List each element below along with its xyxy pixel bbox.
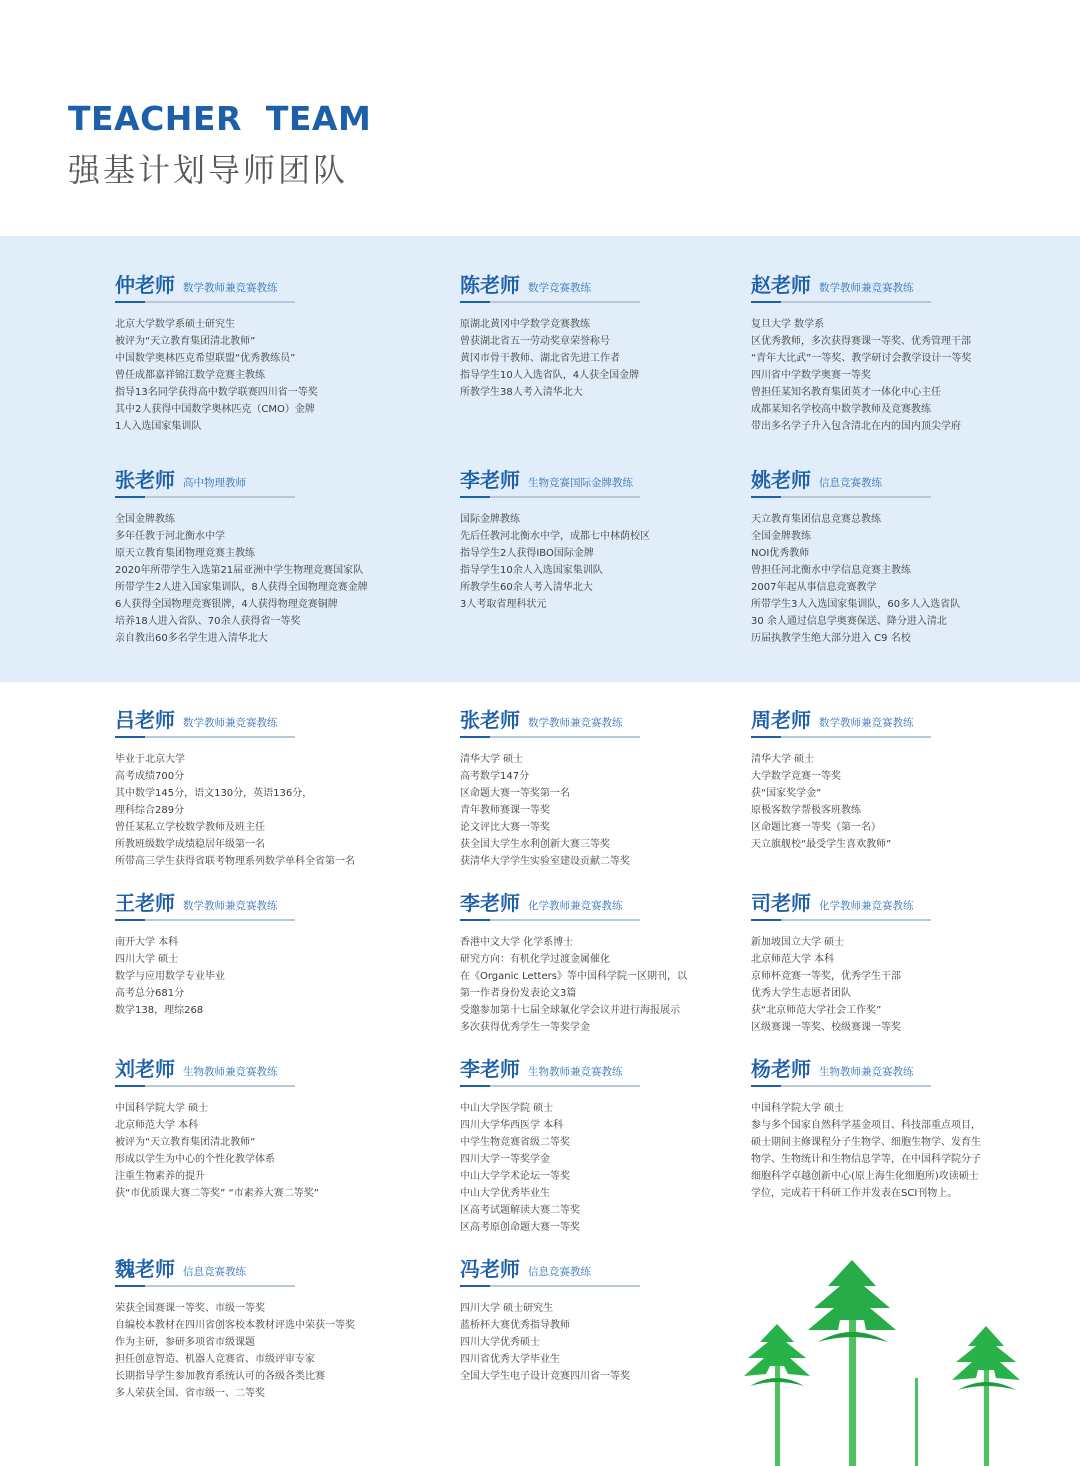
teacher-bio [115, 751, 425, 870]
teacher-bio-line: 6人获得全国物理竞赛银牌，4人获得物理竞赛铜牌 [115, 599, 338, 610]
teacher-bio-line: 区级赛课一等奖、校级赛课一等奖 [751, 1022, 901, 1033]
teacher-name: 赵老师 [751, 273, 811, 297]
title-en: TEACHER TEAM [68, 99, 372, 138]
teacher-bio-line: 1人入选国家集训队 [115, 421, 202, 432]
teacher-card [115, 463, 425, 647]
teacher-bio-line: 获全国大学生水利创新大赛三等奖 [460, 839, 610, 850]
teacher-divider [751, 1085, 931, 1087]
teacher-bio-line: 所带高三学生获得省联考物理系列数学单科全省第一名 [115, 856, 355, 867]
teacher-bio-line: 多年任教于河北衡水中学 [115, 531, 225, 542]
teacher-bio-line: 区优秀教师，多次获得赛课一等奖、优秀管理干部 [751, 336, 971, 347]
teacher-bio-line: 物学、生物统计和生物信息学等，在中国科学院分子 [751, 1154, 981, 1165]
teacher-bio-line: 复旦大学 数学系 [751, 319, 825, 330]
teacher-card [115, 1252, 425, 1402]
teacher-bio-line: 全国金牌教练 [115, 514, 175, 525]
teacher-bio [115, 316, 425, 435]
teacher-role: 数学教师兼竞赛教练 [183, 282, 278, 294]
teacher-card-header [751, 268, 1061, 298]
teacher-bio-line: 学位，完成若干科研工作并发表在SCI刊物上。 [751, 1188, 958, 1199]
teacher-bio [460, 316, 770, 401]
teacher-bio-line: 全国金牌教练 [751, 531, 811, 542]
teacher-role: 数学教师兼竞赛教练 [819, 717, 914, 729]
teacher-bio-line: 四川省优秀大学毕业生 [460, 1354, 560, 1365]
teacher-card [460, 268, 770, 401]
tree-right [952, 1326, 1020, 1466]
teacher-bio-line: 培养18人进入省队、70余人获得省一等奖 [115, 616, 301, 627]
teacher-card-header [460, 703, 770, 733]
teacher-bio-line: 中学生物竞赛省级二等奖 [460, 1137, 570, 1148]
teacher-divider [460, 301, 640, 303]
teacher-bio-line: 国际金牌教练 [460, 514, 520, 525]
teacher-divider [460, 736, 640, 738]
teacher-card-header [460, 268, 770, 298]
teacher-bio-line: 硕士期间主修课程分子生物学、细胞生物学、发育生 [751, 1137, 981, 1148]
teacher-card [751, 703, 1061, 853]
teacher-name: 张老师 [460, 708, 520, 732]
teacher-bio-line: 所教学生60余人考入清华北大 [460, 582, 593, 593]
teacher-role: 数学教师兼竞赛教练 [183, 717, 278, 729]
teacher-bio-line: 被评为“天立教育集团清北教师” [115, 336, 256, 347]
teacher-role: 化学教师兼竞赛教练 [528, 900, 623, 912]
teacher-bio-line: 指导学生2人获得IBO国际金牌 [460, 548, 594, 559]
teacher-name: 王老师 [115, 891, 175, 915]
teacher-card [115, 703, 425, 870]
teacher-bio-line: 获“市优质课大赛二等奖” “市素养大赛二等奖” [115, 1188, 319, 1199]
teacher-name: 李老师 [460, 1057, 520, 1081]
teacher-bio-line: 高考数学147分 [460, 771, 530, 782]
teacher-card-header [460, 886, 770, 916]
teacher-bio [460, 511, 770, 613]
teacher-bio-line: 曾任成都嘉祥锦江数学竞赛主教练 [115, 370, 265, 381]
teacher-bio [115, 511, 425, 647]
teacher-name: 杨老师 [751, 1057, 811, 1081]
teacher-bio [460, 1100, 770, 1236]
teacher-bio-line: 四川大学 硕士 [115, 954, 179, 965]
teacher-bio-line: 所教学生38人考入清华北大 [460, 387, 583, 398]
page-header [68, 98, 371, 192]
teacher-bio-line: 曾任某私立学校数学教师及班主任 [115, 822, 265, 833]
teacher-bio-line: 北京师范大学 本科 [115, 1120, 199, 1131]
teacher-bio-line: 青年教师赛课一等奖 [460, 805, 550, 816]
teacher-divider [460, 1085, 640, 1087]
teacher-bio-line: 第一作者身份发表论文3篇 [460, 988, 577, 999]
teacher-bio [115, 1100, 425, 1202]
teacher-bio-line: 京师杯竞赛一等奖，优秀学生干部 [751, 971, 901, 982]
tree-left [744, 1324, 810, 1466]
teacher-bio-line: 曾担任河北衡水中学信息竞赛主教练 [751, 565, 911, 576]
teacher-card-header [751, 703, 1061, 733]
teacher-bio-line: 全国大学生电子设计竞赛四川省一等奖 [460, 1371, 630, 1382]
teacher-card-header [460, 463, 770, 493]
teacher-bio-line: “青年大比武”一等奖、教学研讨会教学设计一等奖 [751, 353, 972, 364]
teacher-bio-line: 四川大学优秀硕士 [460, 1337, 540, 1348]
teacher-card [751, 886, 1061, 1036]
teacher-divider [115, 301, 295, 303]
teacher-bio-line: 区命题比赛一等奖（第一名） [751, 822, 881, 833]
teacher-bio-line: 2020年所带学生入选第21届亚洲中学生物理竞赛国家队 [115, 565, 364, 576]
teacher-card [751, 463, 1061, 647]
teacher-bio-line: 中国数学奥林匹克希望联盟“优秀教练员” [115, 353, 296, 364]
teacher-bio-line: 多次获得优秀学生一等奖学金 [460, 1022, 590, 1033]
teacher-card-header [751, 1052, 1061, 1082]
teacher-bio-line: 获“国家奖学金” [751, 788, 822, 799]
teacher-bio-line: 亲自教出60多名学生进入清华北大 [115, 633, 268, 644]
teacher-card [460, 886, 770, 1036]
teacher-bio-line: 香港中文大学 化学系博士 [460, 937, 574, 948]
teacher-bio-line: 天立教育集团信息竞赛总教练 [751, 514, 881, 525]
teacher-card [460, 463, 770, 613]
teacher-name: 刘老师 [115, 1057, 175, 1081]
teacher-role: 生物教师兼竞赛教练 [183, 1066, 278, 1078]
teacher-divider [460, 496, 640, 498]
teacher-card-header [115, 463, 425, 493]
teacher-card [460, 1052, 770, 1236]
teacher-bio-line: 带出多名学子升入包含清北在内的国内顶尖学府 [751, 421, 961, 432]
teacher-bio-line: 清华大学 硕士 [460, 754, 524, 765]
teacher-divider [115, 919, 295, 921]
teacher-bio-line: 2007年起从事信息竞赛教学 [751, 582, 877, 593]
teacher-bio-line: 参与多个国家自然科学基金项目、科技部重点项目， [751, 1120, 981, 1131]
teacher-name: 魏老师 [115, 1257, 175, 1281]
teacher-name: 仲老师 [115, 273, 175, 297]
teacher-bio [460, 751, 770, 870]
teacher-bio-line: 清华大学 硕士 [751, 754, 815, 765]
teacher-role: 数学竞赛教练 [528, 282, 591, 294]
teacher-bio-line: 注重生物素养的提升 [115, 1171, 205, 1182]
teacher-name: 姚老师 [751, 468, 811, 492]
teacher-bio-line: 区高考试题解读大赛二等奖 [460, 1205, 580, 1216]
teacher-divider [751, 736, 931, 738]
teacher-bio-line: 数学138，理综268 [115, 1005, 204, 1016]
teacher-divider [460, 919, 640, 921]
teacher-bio-line: 原湖北黄冈中学数学竞赛教练 [460, 319, 590, 330]
teacher-bio-line: 优秀大学生志愿者团队 [751, 988, 851, 999]
teacher-bio-line: 在《Organic Letters》等中国科学院一区期刊，以 [460, 971, 687, 982]
teacher-name: 周老师 [751, 708, 811, 732]
teacher-bio-line: 原极客数学帮极客班教练 [751, 805, 861, 816]
teacher-card [751, 1052, 1061, 1202]
teacher-bio-line: 数学与应用数学专业毕业 [115, 971, 225, 982]
teacher-bio-line: 毕业于北京大学 [115, 754, 185, 765]
teacher-name: 李老师 [460, 468, 520, 492]
teacher-bio [751, 316, 1061, 435]
teacher-role: 数学教师兼竞赛教练 [819, 282, 914, 294]
teacher-bio-line: 细胞科学卓越创新中心(原上海生化细胞所)攻读硕士 [751, 1171, 979, 1182]
teacher-card [460, 703, 770, 870]
teacher-card [460, 1252, 770, 1385]
teacher-role: 生物教师兼竞赛教练 [528, 1066, 623, 1078]
teacher-divider [751, 301, 931, 303]
teacher-divider [751, 496, 931, 498]
teacher-bio-line: 蓝桥杯大赛优秀指导教师 [460, 1320, 570, 1331]
teacher-bio [751, 1100, 1061, 1202]
teacher-role: 信息竞赛教练 [183, 1266, 246, 1278]
teacher-role: 信息竞赛教练 [528, 1266, 591, 1278]
teacher-bio [115, 934, 425, 1019]
teacher-divider [115, 496, 295, 498]
teacher-bio-line: 受邀参加第十七届全球氟化学会议并进行海报展示 [460, 1005, 680, 1016]
teacher-bio [460, 934, 770, 1036]
teacher-card [751, 268, 1061, 435]
teacher-bio [115, 1300, 425, 1402]
teacher-bio-line: 新加坡国立大学 硕士 [751, 937, 845, 948]
teacher-name: 张老师 [115, 468, 175, 492]
teacher-divider [115, 736, 295, 738]
teacher-role: 化学教师兼竞赛教练 [819, 900, 914, 912]
teacher-role: 高中物理教师 [183, 477, 246, 489]
teacher-bio-line: 中山大学医学院 硕士 [460, 1103, 554, 1114]
tree-small [915, 1378, 918, 1466]
teacher-bio-line: 北京师范大学 本科 [751, 954, 835, 965]
teacher-bio-line: 所带学生2人进入国家集训队，8人获得全国物理竞赛金牌 [115, 582, 368, 593]
teacher-card-header [115, 703, 425, 733]
teacher-bio-line: 指导13名同学获得高中数学联赛四川省一等奖 [115, 387, 318, 398]
teacher-divider [115, 1085, 295, 1087]
teacher-bio-line: 作为主研，参研多项省市级课题 [115, 1337, 255, 1348]
teacher-bio-line: NOI优秀教师 [751, 548, 810, 559]
teacher-bio-line: 黄冈市骨干教师、湖北省先进工作者 [460, 353, 620, 364]
teacher-bio-line: 先后任教河北衡水中学，成都七中林荫校区 [460, 531, 650, 542]
teacher-card-header [115, 268, 425, 298]
teacher-bio-line: 成都某知名学校高中数学教师及竞赛教练 [751, 404, 931, 415]
teacher-bio-line: 四川大学华西医学 本科 [460, 1120, 564, 1131]
teacher-bio-line: 高考成绩700分 [115, 771, 185, 782]
teacher-bio-line: 指导学生10人入选省队，4人获全国金牌 [460, 370, 640, 381]
teacher-bio-line: 曾获湖北省五一劳动奖章荣誉称号 [460, 336, 610, 347]
teacher-bio-line: 指导学生10余人入选国家集训队 [460, 565, 603, 576]
teacher-card [115, 268, 425, 435]
teacher-bio-line: 区高考原创命题大赛一等奖 [460, 1222, 580, 1233]
teacher-card [115, 1052, 425, 1202]
teacher-bio-line: 北京大学数学系硕士研究生 [115, 319, 235, 330]
teacher-divider [115, 1285, 295, 1287]
teacher-bio-line: 曾担任某知名教育集团英才一体化中心主任 [751, 387, 941, 398]
teacher-bio-line: 原天立教育集团物理竞赛主教练 [115, 548, 255, 559]
teacher-bio-line: 形成以学生为中心的个性化教学体系 [115, 1154, 275, 1165]
teacher-card-header [751, 886, 1061, 916]
teacher-bio-line: 四川省中学数学奥赛一等奖 [751, 370, 871, 381]
teacher-bio-line: 其中数学145分，语文130分，英语136分， [115, 788, 313, 799]
teacher-role: 数学教师兼竞赛教练 [183, 900, 278, 912]
teacher-bio-line: 区命题大赛一等奖第一名 [460, 788, 570, 799]
teacher-bio-line: 大学数学竞赛一等奖 [751, 771, 841, 782]
teacher-card [115, 886, 425, 1019]
teacher-bio-line: 担任创意智造、机器人竞赛省、市级评审专家 [115, 1354, 315, 1365]
teacher-bio-line: 历届执教学生绝大部分进入 C9 名校 [751, 633, 911, 644]
teacher-divider [751, 919, 931, 921]
teacher-card-header [460, 1252, 770, 1282]
teacher-bio-line: 南开大学 本科 [115, 937, 179, 948]
teacher-card-header [751, 463, 1061, 493]
teacher-card-header [115, 1052, 425, 1082]
teacher-card-header [115, 1252, 425, 1282]
teacher-bio-line: 四川大学一等奖学金 [460, 1154, 550, 1165]
teacher-bio-line: 天立旗舰校“最受学生喜欢教师” [751, 839, 892, 850]
teacher-role: 生物教师兼竞赛教练 [819, 1066, 914, 1078]
teacher-bio-line: 研究方向：有机化学过渡金属催化 [460, 954, 610, 965]
teacher-role: 数学教师兼竞赛教练 [528, 717, 623, 729]
teacher-bio-line: 中山大学优秀毕业生 [460, 1188, 550, 1199]
teacher-bio-line: 理科综合289分 [115, 805, 185, 816]
teacher-bio-line: 荣获全国赛课一等奖、市级一等奖 [115, 1303, 265, 1314]
teacher-bio-line: 自编校本教材在四川省创客校本教材评选中荣获一等奖 [115, 1320, 355, 1331]
teacher-bio-line: 中国科学院大学 硕士 [115, 1103, 209, 1114]
teacher-card-header [115, 886, 425, 916]
teacher-bio-line: 中国科学院大学 硕士 [751, 1103, 845, 1114]
teacher-bio [751, 751, 1061, 853]
teacher-bio-line: 四川大学 硕士研究生 [460, 1303, 554, 1314]
teacher-bio-line: 长期指导学生参加教育系统认可的各级各类比赛 [115, 1371, 325, 1382]
teacher-bio [460, 1300, 770, 1385]
teacher-name: 吕老师 [115, 708, 175, 732]
tree-center [808, 1260, 896, 1466]
teacher-bio-line: 所带学生3人入选国家集训队，60多人入选省队 [751, 599, 961, 610]
teacher-divider [460, 1285, 640, 1287]
teacher-bio-line: 多人荣获全国、省市级一、二等奖 [115, 1388, 265, 1399]
teacher-bio-line: 获“北京师范大学社会工作奖” [751, 1005, 882, 1016]
teacher-bio-line: 中山大学学术论坛一等奖 [460, 1171, 570, 1182]
teacher-card-header [460, 1052, 770, 1082]
teacher-bio [751, 511, 1061, 647]
trees-illustration [740, 1258, 1025, 1466]
teacher-name: 李老师 [460, 891, 520, 915]
teacher-name: 司老师 [751, 891, 811, 915]
teacher-name: 陈老师 [460, 273, 520, 297]
teacher-bio-line: 获清华大学学生实验室建设贡献二等奖 [460, 856, 630, 867]
teacher-bio-line: 被评为“天立教育集团清北教师” [115, 1137, 256, 1148]
teacher-bio-line: 其中2人获得中国数学奥林匹克（CMO）金牌 [115, 404, 315, 415]
teacher-bio-line: 30 余人通过信息学奥赛保送、降分进入清北 [751, 616, 947, 627]
teacher-bio-line: 论文评比大赛一等奖 [460, 822, 550, 833]
teacher-bio-line: 所教班级数学成绩稳居年级第一名 [115, 839, 265, 850]
teacher-role: 生物竞赛国际金牌教练 [528, 477, 633, 489]
teacher-role: 信息竞赛教练 [819, 477, 882, 489]
teacher-bio [751, 934, 1061, 1036]
title-cn: 强基计划导师团队 [68, 151, 349, 189]
teacher-bio-line: 高考总分681分 [115, 988, 185, 999]
teacher-bio-line: 3人考取省理科状元 [460, 599, 547, 610]
teacher-name: 冯老师 [460, 1257, 520, 1281]
